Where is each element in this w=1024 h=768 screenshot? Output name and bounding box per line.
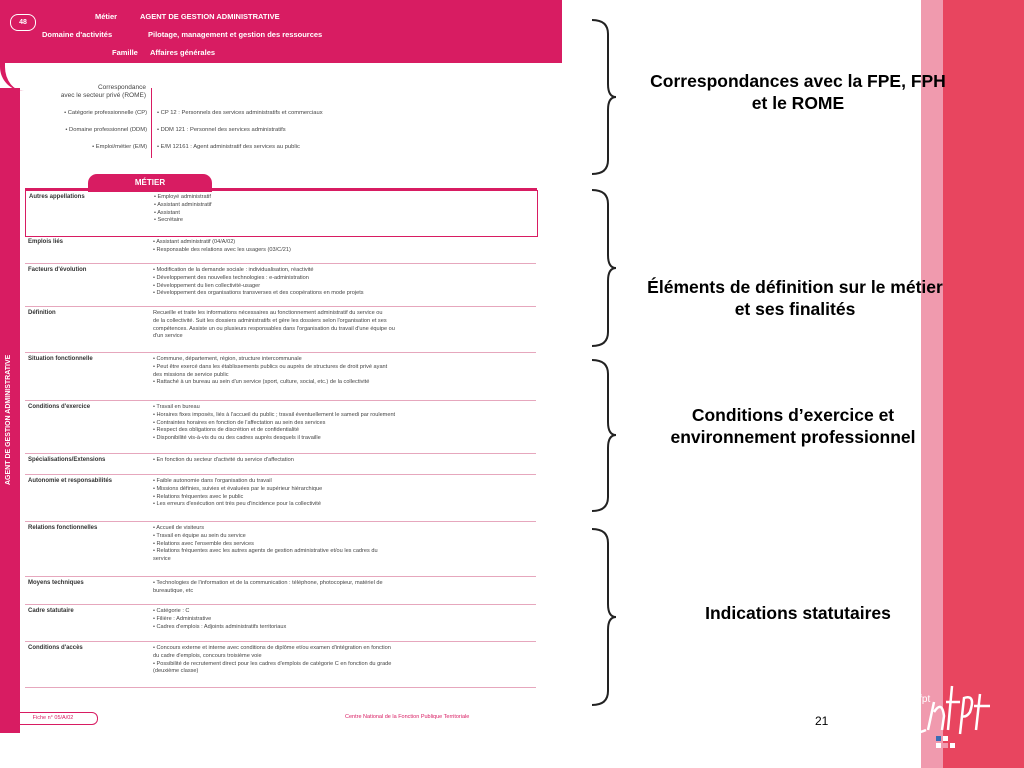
row-content: • Faible autonomie dans l'organisation du travail • Missions définies, suivies et évaluées par le supérieur hiérarchique • Relations fréquentes avec le public • Les erreurs d'exécution ont très peu d'incidence pour la collectivité — [153, 478, 323, 508]
correspondence-divider — [151, 88, 152, 158]
cnfpt-logo — [890, 672, 1000, 752]
correspondence-left-1: • Catégorie professionnelle (CP) — [64, 110, 147, 116]
brace-indications — [590, 527, 618, 707]
row-content: • En fonction du secteur d'activité du service d'affectation — [153, 457, 294, 463]
table-row — [25, 401, 536, 454]
row-content: • Employé administratif • Assistant administratif • Assistant • Secrétaire — [154, 194, 212, 224]
correspondence-right-1: • CP 12 : Personnels des services administratifs et commerciaux — [157, 110, 323, 116]
metier-tab: MÉTIER — [88, 174, 212, 192]
brace-conditions — [590, 358, 618, 513]
brace-correspondances — [590, 18, 618, 176]
row-content: • Assistant administratif (04/A/02) • Responsable des relations avec les usagers (03/C/21) — [153, 239, 291, 253]
document-footer-ref: Fiche n° 05/A/02 — [8, 712, 98, 725]
document-page-number: 48 — [10, 14, 36, 31]
decorative-stripe-dark — [943, 0, 1024, 768]
table-row — [25, 605, 536, 642]
row-content: • Technologies de l'information et de la communication : téléphone, photocopieur, matériel de bureautique, etc — [153, 580, 383, 594]
row-label: Autonomie et responsabilités — [28, 478, 113, 484]
correspondence-left-3: • Emploi/métier (E/M) — [92, 144, 147, 150]
row-content: • Modification de la demande sociale : individualisation, réactivité • Développement des nouvelles technologies : e-administration • Développement du lien collectivité-usager • Développement des organisations transverses et des coopérations en mode projets — [153, 267, 364, 297]
table-row — [25, 264, 536, 307]
row-label: Cadre statutaire — [28, 608, 74, 614]
correspondence-left-2: • Domaine professionnel (DDM) — [65, 127, 147, 133]
slide-number: 21 — [815, 714, 829, 728]
header-metier-value: AGENT DE GESTION ADMINISTRATIVE — [140, 12, 280, 21]
table-row — [25, 236, 536, 264]
label-indications: Indications statutaires — [705, 603, 891, 623]
correspondence-right-2: • DDM 121 : Personnel des services administratifs — [157, 127, 286, 133]
row-content: • Concours externe et interne avec conditions de diplôme et/ou examen d'intégration en fonction du cadre d'emplois, concours troisième voie • Possibilité de recrutement direct pour les cadres d'emplois de catégorie C en fonction du grade (deuxième classe) — [153, 645, 392, 675]
row-label: Emplois liés — [28, 239, 64, 245]
header-metier-label: Métier — [95, 12, 118, 21]
brace-elements — [590, 188, 618, 348]
row-label: Facteurs d'évolution — [28, 267, 87, 273]
correspondence-right-3: • E/M 12161 : Agent administratif des services au public — [157, 144, 300, 150]
header-famille-value: Affaires générales — [150, 48, 216, 57]
row-content: • Accueil de visiteurs • Travail en équipe au sein du service • Relations avec l'ensemble des services • Relations fréquentes avec les autres agents de gestion administrative et/ou les cadres du service — [153, 525, 378, 563]
header-domaine-label: Domaine d'activités — [42, 30, 113, 39]
table-row — [25, 353, 536, 401]
table-row — [25, 522, 536, 577]
row-label: Définition — [28, 310, 56, 316]
correspondence-title: Correspondance avec le secteur privé (ROME) — [60, 84, 146, 99]
row-label: Moyens techniques — [28, 580, 84, 586]
label-elements: Éléments de définition sur le métier et ses finalités — [647, 277, 943, 319]
label-correspondances: Correspondances avec la FPE, FPH et le ROME — [650, 71, 946, 113]
label-conditions: Conditions d’exercice et environnement professionnel — [670, 405, 916, 447]
row-content: • Catégorie : C • Filière : Administrative • Cadres d'emplois : Adjoints administratifs territoriaux — [153, 608, 287, 630]
row-label: Conditions d'accès — [28, 645, 83, 651]
row-label: Conditions d'exercice — [28, 404, 91, 410]
header-curve — [0, 63, 40, 91]
row-label: Relations fonctionnelles — [28, 525, 98, 531]
decorative-stripe-light — [921, 0, 943, 768]
table-row — [25, 642, 536, 688]
side-title: AGENT DE GESTION ADMINISTRATIVE — [5, 354, 12, 485]
table-row — [25, 577, 536, 605]
table-row — [25, 454, 536, 475]
table-row — [25, 475, 536, 522]
row-label: Spécialisations/Extensions — [28, 457, 106, 463]
row-content: Recueille et traite les informations nécessaires au fonctionnement administratif du service ou de la collectivité. Suit les dossiers administratifs et gère les dossiers selon l'organisation et ses compétences. Assiste un ou plusieurs responsables dans l'organisation du travail d'une équipe ou d'un service — [153, 310, 395, 340]
row-label: Situation fonctionnelle — [28, 356, 93, 362]
row-content: • Commune, département, région, structure intercommunale • Peut être exercé dans les établissements publics ou auprès de structures de droit privé ayant des missions de service public • Rattaché à un bureau au sein d'un service (sport, culture, social, etc.) de la collectivité — [153, 356, 388, 386]
table-row — [25, 190, 538, 237]
row-label: Autres appellations — [29, 194, 85, 200]
row-content: • Travail en bureau • Horaires fixes imposés, liés à l'accueil du public ; travail éventuellement le samedi par roulement • Contraintes horaires en fonction de l'affectation au sein des services • Respect des obligations de discrétion et de confidentialité • Disponibilité vis-à-vis du ou des cadres auprès desquels il travaille — [153, 404, 396, 442]
document-header — [0, 0, 562, 63]
logo-text: le cnfpt — [898, 694, 931, 705]
document-footer-org: Centre National de la Fonction Publique Territoriale — [345, 714, 470, 720]
table-row — [25, 307, 536, 353]
header-domaine-value: Pilotage, management et gestion des ressources — [148, 30, 323, 39]
header-famille-label: Famille — [112, 48, 138, 57]
